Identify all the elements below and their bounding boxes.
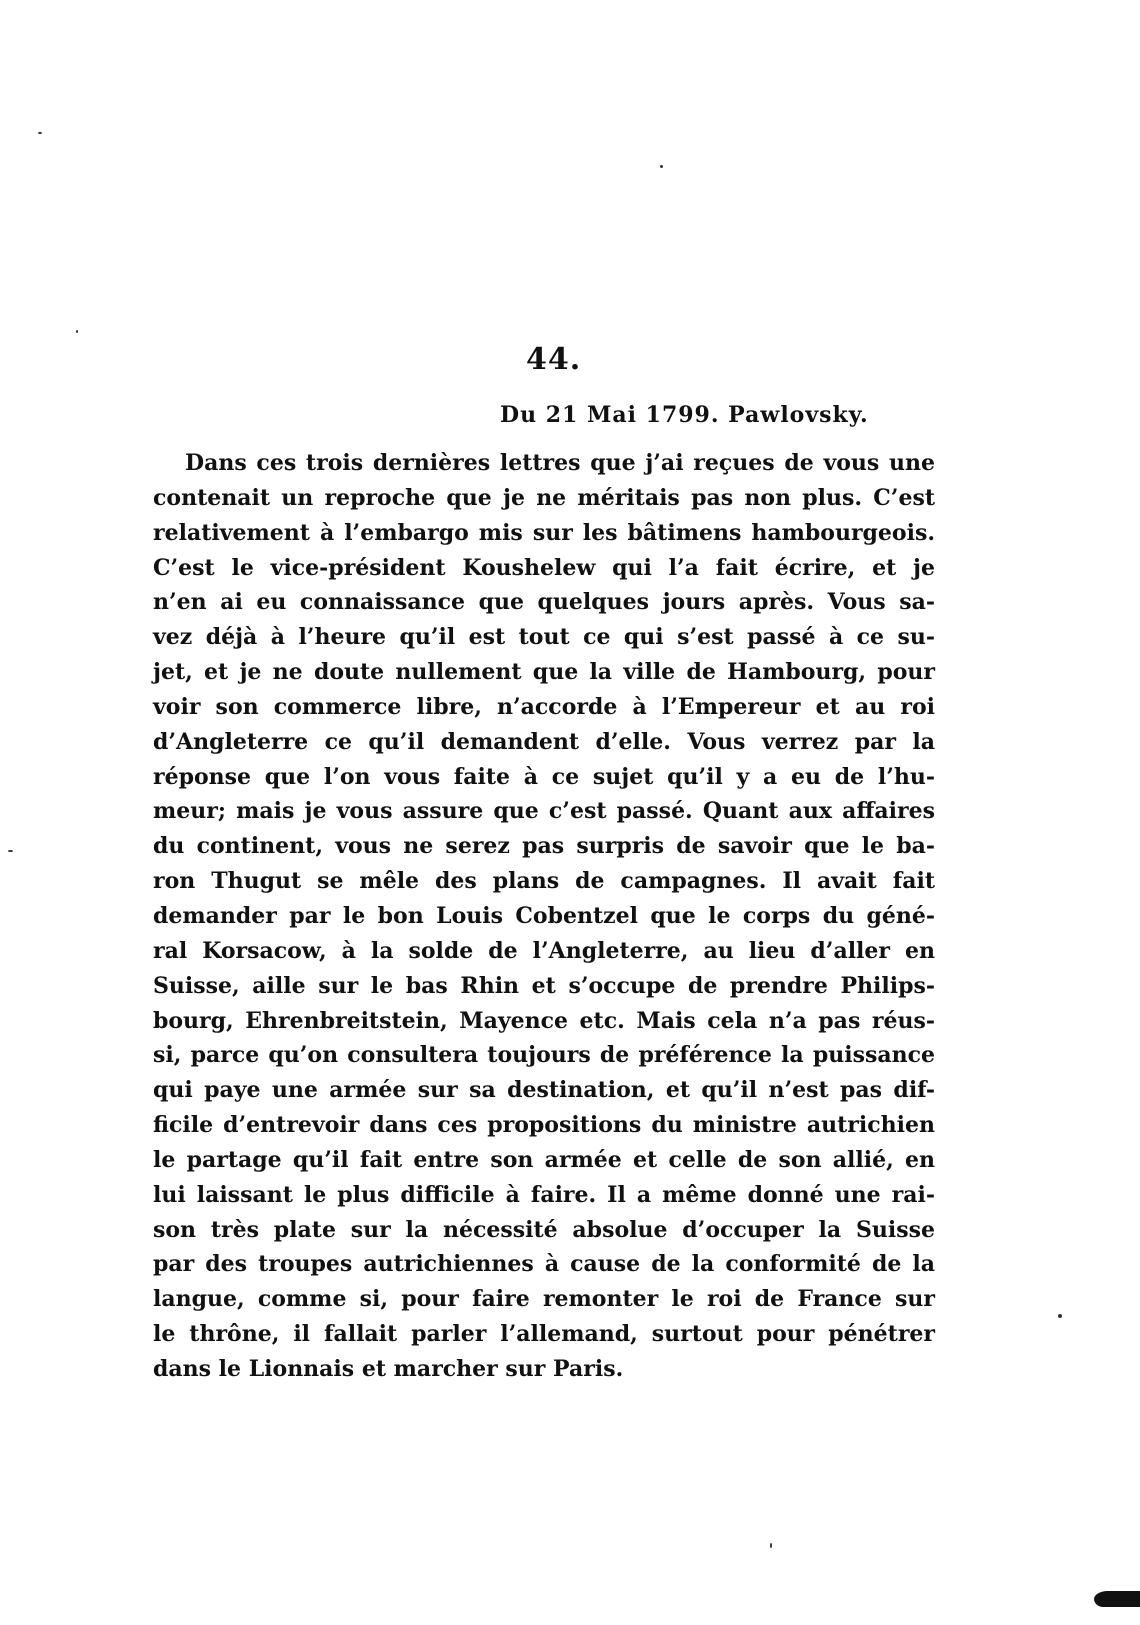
text-line: du continent, vous ne serez pas surpris de savoir que le ba- — [153, 833, 935, 860]
letter-body — [153, 446, 935, 1387]
text-line: d’Angleterre ce qu’il demandent d’elle. Vous verrez par la — [153, 728, 935, 755]
scan-edge-mark — [1094, 1591, 1140, 1607]
text-line: ral Korsacow, à la solde de l’Angleterre, au lieu d’aller en — [153, 937, 935, 964]
text-line: relativement à l’embargo mis sur les bâtimens hambourgeois. — [153, 519, 935, 546]
text-line: langue, comme si, pour faire remonter le roi de France sur — [153, 1286, 935, 1313]
text-line: C’est le vice-président Koushelew qui l’a fait écrire, et je — [153, 554, 935, 581]
text-line: lui laissant le plus difficile à faire. Il a même donné une rai- — [153, 1181, 935, 1208]
text-line: jet, et je ne doute nullement que la ville de Hambourg, pour — [153, 659, 935, 686]
text-line: bourg, Ehrenbreitstein, Mayence etc. Mais cela n’a pas réus- — [153, 1007, 935, 1034]
scan-speck — [660, 165, 663, 168]
scan-speck — [8, 850, 13, 852]
text-line: si, parce qu’on consultera toujours de préférence la puissance — [153, 1042, 935, 1069]
text-line: le thrône, il fallait parler l’allemand, surtout pour pénétrer — [153, 1321, 935, 1348]
text-line: réponse que l’on vous faite à ce sujet qu’il y a eu de l’hu- — [153, 763, 935, 790]
scan-speck — [770, 1543, 772, 1548]
text-line: n’en ai eu connaissance que quelques jours après. Vous sa- — [153, 589, 935, 616]
text-line: voir son commerce libre, n’accorde à l’Empereur et au roi — [153, 693, 935, 720]
text-line: vez déjà à l’heure qu’il est tout ce qui s’est passé à ce su- — [153, 624, 935, 651]
text-line: par des troupes autrichiennes à cause de la conformité de la — [153, 1251, 935, 1278]
text-line: qui paye une armée sur sa destination, et qu’il n’est pas dif- — [153, 1077, 935, 1104]
text-line: Suisse, aille sur le bas Rhin et s’occupe de prendre Philips- — [153, 972, 935, 999]
text-line: le partage qu’il fait entre son armée et celle de son allié, en — [153, 1146, 935, 1173]
scan-speck — [38, 132, 42, 134]
letter-number: 44. — [526, 342, 582, 377]
text-line: ficile d’entrevoir dans ces propositions du ministre autrichien — [153, 1112, 935, 1139]
text-line: Dans ces trois dernières lettres que j’ai reçues de vous une — [185, 450, 935, 476]
scan-speck — [76, 330, 78, 333]
scan-speck — [1058, 1314, 1062, 1318]
text-line: contenait un reproche que je ne méritais pas non plus. C’est — [153, 484, 935, 511]
text-line: ron Thugut se mêle des plans de campagnes. Il avait fait — [153, 868, 935, 895]
text-line: dans le Lionnais et marcher sur Paris. — [153, 1355, 624, 1382]
text-line: demander par le bon Louis Cobentzel que le corps du géné- — [153, 902, 935, 929]
letter-dateline: Du 21 Mai 1799. Pawlovsky. — [500, 402, 869, 428]
text-line: meur; mais je vous assure que c’est passé. Quant aux affaires — [153, 798, 935, 825]
text-line: son très plate sur la nécessité absolue d’occuper la Suisse — [153, 1216, 935, 1243]
